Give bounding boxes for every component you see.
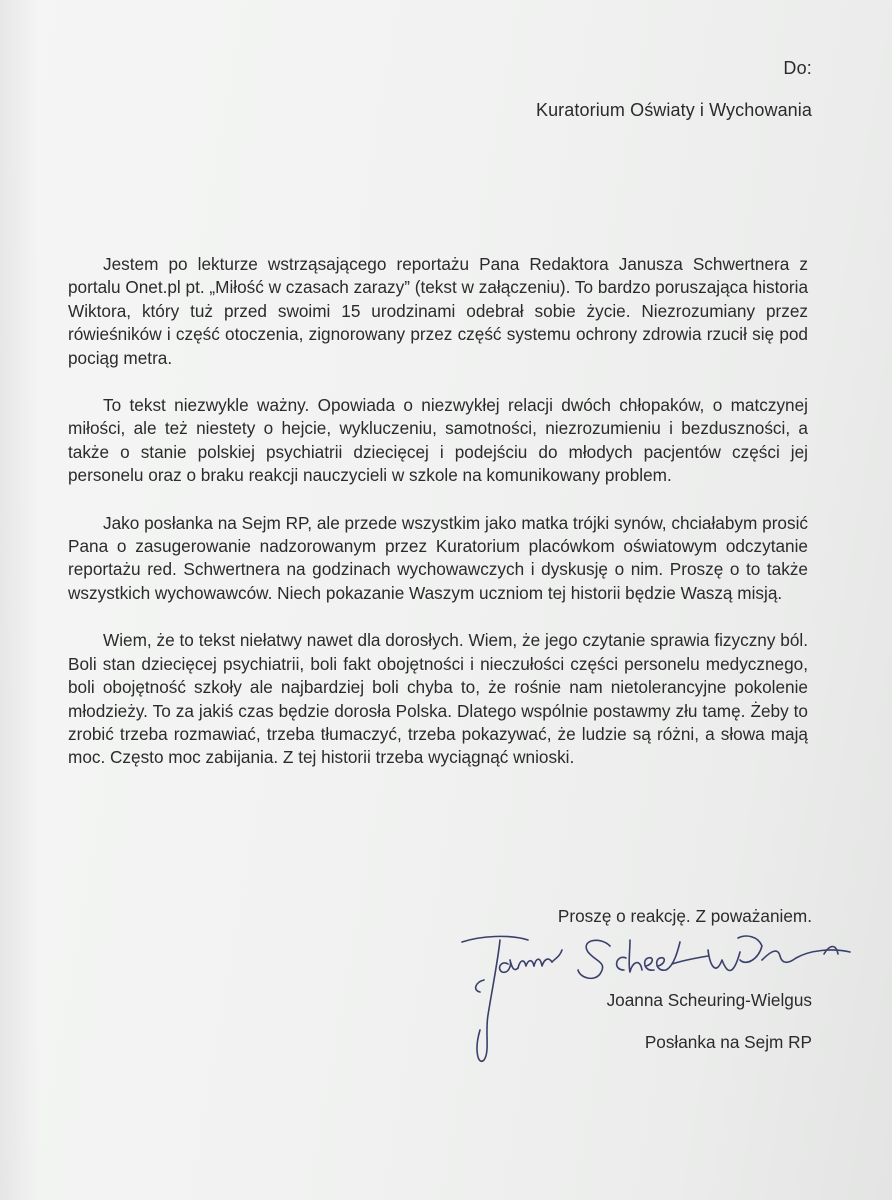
paragraph-4: Wiem, że to tekst niełatwy nawet dla dorosłych. Wiem, że jego czytanie sprawia fizyczny ból. Boli stan dziecięcej psychiatrii, boli fakt obojętności i nieczułości części personelu medycznego, boli obojętność szkoły ale najbardziej boli chyba to, że rośnie nam nietolerancyjne pokolenie młodzieży. To za jakiś czas będzie dorosła Polska. Dlatego wspólnie postawmy złu tamę. Żeby to zrobić trzeba rozmawiać, trzeba tłumaczyć, trzeba pokazywać, że ludzie są różni, a słowa mają moc. Często moc zabijania. Z tej historii trzeba wyciągnąć wnioski. bbox=[68, 630, 808, 768]
closing-line: Proszę o reakcję. Z poważaniem. bbox=[557, 906, 812, 926]
letter-body bbox=[68, 253, 808, 794]
addressee-label: Do: bbox=[783, 58, 812, 78]
paper-shadow bbox=[0, 0, 40, 1200]
signer-title: Posłanka na Sejm RP bbox=[644, 1032, 812, 1052]
paragraph-1: Jestem po lekturze wstrząsającego reportażu Pana Redaktora Janusza Schwertnera z portalu Onet.pl pt. „Miłość w czasach zarazy” (tekst w załączeniu). To bardzo poruszająca historia Wiktora, który tuż przed swoimi 15 urodzinami odebrał sobie życie. Niezrozumiany przez rówieśników i część otoczenia, zignorowany przez część systemu ochrony zdrowia rzucił się pod pociąg metra. bbox=[68, 254, 809, 368]
addressee-organization: Kuratorium Oświaty i Wychowania bbox=[535, 100, 812, 120]
signer-name: Joanna Scheuring-Wielgus bbox=[606, 990, 812, 1010]
paragraph-2: To tekst niezwykle ważny. Opowiada o niezwykłej relacji dwóch chłopaków, o matczynej miłości, ale też niestety o hejcie, wykluczeniu, samotności, niezrozumieniu i bezduszności, a także o stanie polskiej psychiatrii dziecięcej i podejściu do młodych pacjentów części jej personelu oraz o braku reakcji nauczycieli w szkole na komunikowany problem. bbox=[68, 395, 808, 486]
paragraph-3: Jako posłanka na Sejm RP, ale przede wszystkim jako matka trójki synów, chciałabym prosić Pana o zasugerowanie nadzorowanym przez Kuratorium placówkom oświatowym odczytanie reportażu red. Schwertnera na godzinach wychowawczych i dyskusję o nim. Proszę o to także wszystkich wychowawców. Niech pokazanie Waszym uczniom tej historii będzie Waszą misją. bbox=[68, 512, 808, 603]
